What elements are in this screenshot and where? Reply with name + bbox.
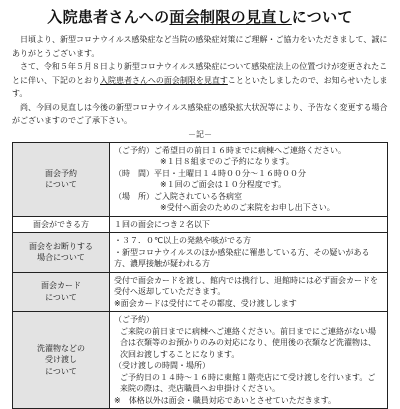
content-line: ご来院の前日までに病棟へご連絡ください。前日までにご連絡がない場合は衣類等のお預かりのみの対応になり、使用後の衣類など洗濯物は、次回お渡しすることになります。 (114, 326, 383, 361)
content-line: （時 間）平日・土曜日１４時００分～１６時００分 (114, 168, 383, 180)
content-line: ご予約日の１４時～１６時に東館１階売店にて受け渡しを行います。ご来院の際は、売店職員へお申掛けください。 (114, 372, 383, 395)
title-underlined: 面会制限の見直し (169, 8, 291, 26)
label-line: 面会予約 (17, 168, 105, 180)
table-row-laundry (13, 312, 388, 409)
intro-paragraph-2-pre: さて、令和５年５月８日より新型コロナウイルス感染症について感染症法上の位置づけが変更されたことに伴い、下記のとおり (12, 62, 387, 85)
content-line: ・新型コロナウイルスのほか感染症に罹患している方、その疑いがある方、濃厚接触が疑われる方 (114, 247, 383, 270)
row-label-laundry (13, 312, 110, 409)
content-line: （受け渡しの時間・場所） (114, 360, 383, 372)
label-line: 面会カード (17, 280, 105, 292)
content-line: ※１日８組までのご予約になります。 (114, 156, 383, 168)
label-line: について (17, 366, 105, 378)
row-content-laundry (110, 312, 388, 409)
content-line: 受付で面会カードを渡し、館内では携行し、退館時には必ず面会カードを受付へ返却していただきます。 (114, 275, 383, 298)
intro-paragraph-2 (12, 60, 388, 101)
intro-paragraph-1: 日頃より、新型コロナウイルス感染症など当院の感染症対策にご理解・ご協力をいただきまして、誠にありがとうございます。 (12, 33, 388, 60)
row-label-reservation (13, 142, 110, 216)
row-label-visit-card (13, 272, 110, 312)
intro-paragraph-2-post: ことといたしましたので、お知らせいたします。 (12, 76, 387, 99)
label-line: について (17, 179, 105, 191)
table-row-visitors (13, 216, 388, 233)
title-prefix: 入院患者さんへの (47, 8, 169, 26)
intro-paragraph-2-underlined: 入院患者さんへの面会制限を見直す (100, 76, 228, 85)
label-line: 面会ができる方 (17, 219, 105, 231)
row-content-reservation (110, 142, 388, 216)
content-line: ※１回のご面会は１０分程度です。 (114, 179, 383, 191)
notice-page (0, 6, 400, 406)
page-title (12, 6, 388, 27)
row-content-refusal (110, 233, 388, 273)
row-label-refusal (13, 233, 110, 273)
content-line: （ご予約） (114, 314, 383, 326)
title-suffix: について (292, 8, 353, 26)
content-line: ・３７．０℃以上の発熱や咳がでる方 (114, 235, 383, 247)
label-line: 受け渡し (17, 354, 105, 366)
row-label-visitors (13, 216, 110, 233)
label-line: 洗濯物などの (17, 343, 105, 355)
table-row-reservation (13, 142, 388, 216)
intro-paragraph-3: 尚、今回の見直しは今後の新型コロナウイルス感染症の感染拡大状況等により、予告なく変更する場合がございますのでご了承下さい。 (12, 101, 388, 128)
content-line: １回の面会につき２名以下 (114, 219, 383, 231)
label-line: について (17, 292, 105, 304)
visit-rules-table (12, 142, 388, 409)
table-row-visit-card (13, 272, 388, 312)
label-line: 場合について (17, 252, 105, 264)
label-line: 面会をお断りする (17, 241, 105, 253)
content-line: ※ 体格以外は面会・職員対応であいとさせていただきます。 (114, 395, 383, 407)
table-row-refusal (13, 233, 388, 273)
content-line: （場 所）ご入院されている各病室 (114, 191, 383, 203)
content-line: （ご予約）ご希望日の前日１６時までに病棟へご連絡ください。 (114, 145, 383, 157)
content-line: ※受付へ面会のためのご来院をお申し出下さい。 (114, 202, 383, 214)
row-content-visitors (110, 216, 388, 233)
row-content-visit-card (110, 272, 388, 312)
content-line: ※面会カードは受付にてその都度、受け渡しします (114, 298, 383, 310)
ki-separator: －記－ (12, 130, 388, 140)
